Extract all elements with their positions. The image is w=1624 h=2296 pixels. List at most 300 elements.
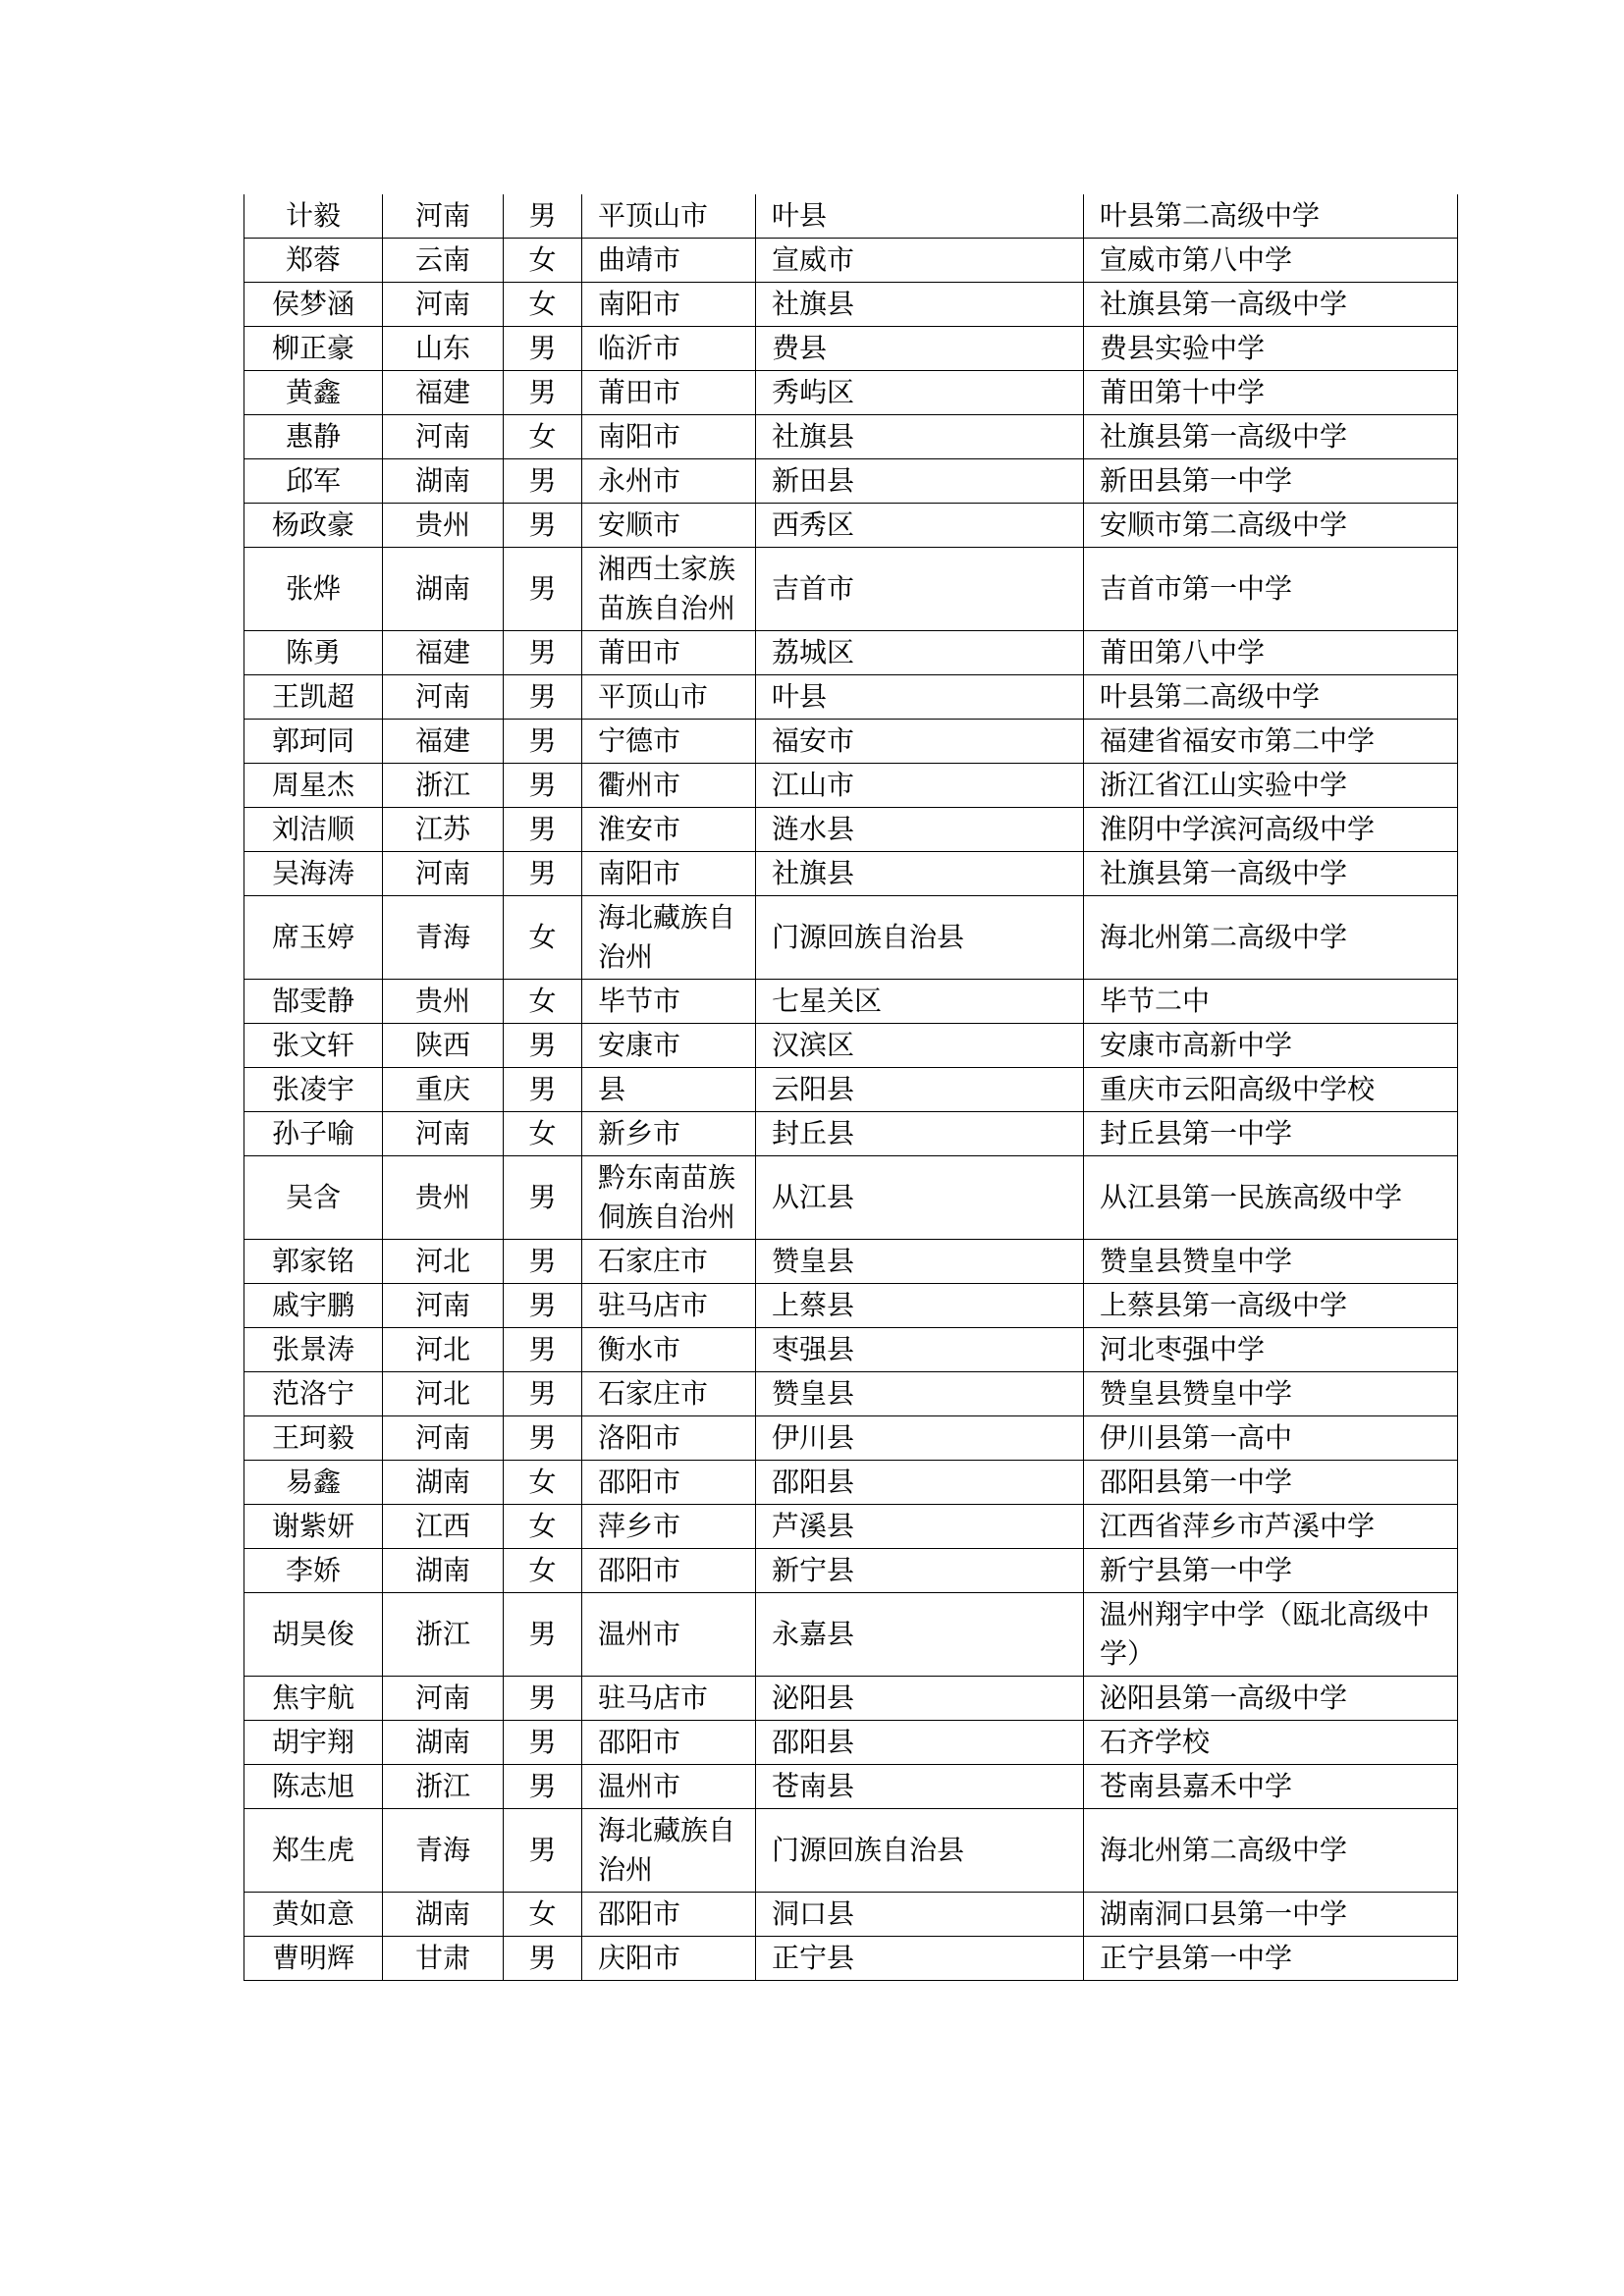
gender-cell xyxy=(504,459,582,504)
county-text: 封丘县 xyxy=(772,1117,855,1149)
city-cell xyxy=(582,1721,756,1765)
name-text: 张文轩 xyxy=(271,1029,354,1061)
name-cell xyxy=(244,980,383,1024)
county-text: 门源回族自治县 xyxy=(772,1834,965,1866)
county-text: 永嘉县 xyxy=(772,1618,855,1650)
county-cell xyxy=(756,896,1084,980)
table-row xyxy=(244,980,1458,1024)
school-cell xyxy=(1084,239,1458,283)
city-text: 安康市 xyxy=(598,1029,681,1061)
province-cell xyxy=(383,631,504,675)
name-text: 郭家铭 xyxy=(271,1245,354,1277)
province-text: 山东 xyxy=(414,332,470,364)
gender-cell xyxy=(504,1677,582,1721)
name-cell xyxy=(244,1024,383,1068)
province-cell xyxy=(383,720,504,764)
province-cell xyxy=(383,1156,504,1240)
name-cell xyxy=(244,675,383,720)
city-text: 安顺市 xyxy=(598,508,681,541)
school-text: 莆田第八中学 xyxy=(1100,636,1266,668)
province-text: 云南 xyxy=(414,243,470,276)
name-cell xyxy=(244,283,383,327)
gender-text: 男 xyxy=(528,1333,557,1365)
gender-text: 男 xyxy=(528,1029,557,1061)
table-row xyxy=(244,1372,1458,1416)
county-text: 叶县 xyxy=(772,680,828,713)
name-text: 席玉婷 xyxy=(271,921,354,953)
city-cell xyxy=(582,808,756,852)
province-text: 甘肃 xyxy=(414,1942,470,1974)
city-cell xyxy=(582,1549,756,1593)
name-text: 胡昊俊 xyxy=(271,1618,354,1650)
city-cell xyxy=(582,1328,756,1372)
name-text: 黄如意 xyxy=(271,1897,354,1930)
school-text: 淮阴中学滨河高级中学 xyxy=(1100,813,1376,845)
city-text: 温州市 xyxy=(598,1770,681,1802)
county-cell xyxy=(756,720,1084,764)
name-cell xyxy=(244,504,383,548)
school-cell xyxy=(1084,1024,1458,1068)
province-cell xyxy=(383,283,504,327)
table-row xyxy=(244,459,1458,504)
table-row xyxy=(244,896,1458,980)
table-row xyxy=(244,1505,1458,1549)
city-cell xyxy=(582,459,756,504)
gender-text: 男 xyxy=(528,199,557,232)
gender-text: 男 xyxy=(528,1682,557,1714)
school-text: 伊川县第一高中 xyxy=(1100,1421,1293,1454)
province-cell xyxy=(383,896,504,980)
county-cell xyxy=(756,1024,1084,1068)
school-cell xyxy=(1084,808,1458,852)
province-cell xyxy=(383,1809,504,1893)
table-row xyxy=(244,1156,1458,1240)
name-text: 王珂毅 xyxy=(271,1421,354,1454)
gender-cell xyxy=(504,852,582,896)
county-text: 泌阳县 xyxy=(772,1682,855,1714)
gender-text: 男 xyxy=(528,1073,557,1105)
name-text: 柳正豪 xyxy=(271,332,354,364)
name-cell xyxy=(244,631,383,675)
county-cell xyxy=(756,1416,1084,1461)
city-text: 石家庄市 xyxy=(598,1377,709,1410)
school-text: 赞皇县赞皇中学 xyxy=(1100,1245,1293,1277)
city-cell xyxy=(582,239,756,283)
name-cell xyxy=(244,896,383,980)
county-text: 伊川县 xyxy=(772,1421,855,1454)
province-cell xyxy=(383,1328,504,1372)
county-text: 邵阳县 xyxy=(772,1466,855,1498)
gender-text: 女 xyxy=(528,420,557,453)
city-text: 驻马店市 xyxy=(598,1682,709,1714)
gender-cell xyxy=(504,194,582,239)
school-text: 新宁县第一中学 xyxy=(1100,1554,1293,1586)
county-text: 秀屿区 xyxy=(772,376,855,408)
city-cell xyxy=(582,327,756,371)
name-text: 侯梦涵 xyxy=(271,288,354,320)
gender-text: 男 xyxy=(528,813,557,845)
gender-cell xyxy=(504,980,582,1024)
province-cell xyxy=(383,1721,504,1765)
city-text: 南阳市 xyxy=(598,288,681,320)
name-cell xyxy=(244,239,383,283)
gender-cell xyxy=(504,764,582,808)
city-text: 海北藏族自治州 xyxy=(598,1814,736,1886)
city-text: 宁德市 xyxy=(598,724,681,757)
province-cell xyxy=(383,1593,504,1677)
province-cell xyxy=(383,1240,504,1284)
gender-cell xyxy=(504,327,582,371)
school-cell xyxy=(1084,1809,1458,1893)
name-cell xyxy=(244,1893,383,1937)
county-text: 费县 xyxy=(772,332,828,364)
school-text: 社旗县第一高级中学 xyxy=(1100,420,1348,453)
city-cell xyxy=(582,631,756,675)
school-cell xyxy=(1084,720,1458,764)
city-text: 平顶山市 xyxy=(598,680,709,713)
name-cell xyxy=(244,1068,383,1112)
table-row xyxy=(244,194,1458,239)
province-cell xyxy=(383,1505,504,1549)
gender-cell xyxy=(504,1284,582,1328)
school-text: 叶县第二高级中学 xyxy=(1100,680,1321,713)
name-text: 郑蓉 xyxy=(285,243,341,276)
name-text: 焦宇航 xyxy=(271,1682,354,1714)
school-text: 上蔡县第一高级中学 xyxy=(1100,1289,1348,1321)
name-text: 杨政豪 xyxy=(271,508,354,541)
name-cell xyxy=(244,1416,383,1461)
school-cell xyxy=(1084,1677,1458,1721)
name-cell xyxy=(244,1765,383,1809)
county-text: 洞口县 xyxy=(772,1897,855,1930)
province-text: 河南 xyxy=(414,420,470,453)
name-cell xyxy=(244,1156,383,1240)
county-text: 叶县 xyxy=(772,199,828,232)
county-cell xyxy=(756,1068,1084,1112)
school-cell xyxy=(1084,1156,1458,1240)
province-text: 湖南 xyxy=(414,1897,470,1930)
city-text: 邵阳市 xyxy=(598,1466,681,1498)
gender-cell xyxy=(504,808,582,852)
table-row xyxy=(244,675,1458,720)
name-text: 惠静 xyxy=(285,420,341,453)
gender-cell xyxy=(504,1505,582,1549)
gender-text: 男 xyxy=(528,508,557,541)
city-text: 新乡市 xyxy=(598,1117,681,1149)
gender-text: 女 xyxy=(528,288,557,320)
province-cell xyxy=(383,980,504,1024)
gender-cell xyxy=(504,1416,582,1461)
school-text: 宣威市第八中学 xyxy=(1100,243,1293,276)
province-cell xyxy=(383,1461,504,1505)
city-cell xyxy=(582,675,756,720)
city-text: 黔东南苗族侗族自治州 xyxy=(598,1161,736,1233)
province-text: 重庆 xyxy=(414,1073,470,1105)
name-cell xyxy=(244,1809,383,1893)
table-row xyxy=(244,283,1458,327)
gender-cell xyxy=(504,283,582,327)
name-text: 戚宇鹏 xyxy=(271,1289,354,1321)
county-cell xyxy=(756,1593,1084,1677)
city-text: 石家庄市 xyxy=(598,1245,709,1277)
county-cell xyxy=(756,327,1084,371)
province-text: 河北 xyxy=(414,1333,470,1365)
province-text: 江西 xyxy=(414,1510,470,1542)
county-cell xyxy=(756,239,1084,283)
table-row xyxy=(244,1721,1458,1765)
school-cell xyxy=(1084,194,1458,239)
province-text: 湖南 xyxy=(414,1554,470,1586)
table-row xyxy=(244,371,1458,415)
province-cell xyxy=(383,371,504,415)
school-cell xyxy=(1084,548,1458,631)
name-text: 易鑫 xyxy=(285,1466,341,1498)
name-text: 范洛宁 xyxy=(271,1377,354,1410)
school-cell xyxy=(1084,1284,1458,1328)
city-text: 平顶山市 xyxy=(598,199,709,232)
table-row xyxy=(244,1677,1458,1721)
school-cell xyxy=(1084,1240,1458,1284)
province-text: 江苏 xyxy=(414,813,470,845)
name-cell xyxy=(244,852,383,896)
county-cell xyxy=(756,459,1084,504)
county-cell xyxy=(756,1112,1084,1156)
city-cell xyxy=(582,896,756,980)
city-text: 南阳市 xyxy=(598,857,681,889)
table-row xyxy=(244,239,1458,283)
city-text: 萍乡市 xyxy=(598,1510,681,1542)
gender-cell xyxy=(504,1549,582,1593)
province-text: 贵州 xyxy=(414,985,470,1017)
province-text: 福建 xyxy=(414,376,470,408)
school-cell xyxy=(1084,1765,1458,1809)
school-text: 泌阳县第一高级中学 xyxy=(1100,1682,1348,1714)
province-text: 福建 xyxy=(414,636,470,668)
school-text: 吉首市第一中学 xyxy=(1100,572,1293,605)
name-text: 吴海涛 xyxy=(271,857,354,889)
city-cell xyxy=(582,852,756,896)
county-text: 正宁县 xyxy=(772,1942,855,1974)
gender-cell xyxy=(504,1765,582,1809)
county-cell xyxy=(756,631,1084,675)
name-cell xyxy=(244,1593,383,1677)
county-cell xyxy=(756,1721,1084,1765)
city-text: 毕节市 xyxy=(598,985,681,1017)
name-cell xyxy=(244,1937,383,1981)
province-text: 河南 xyxy=(414,1421,470,1454)
county-cell xyxy=(756,504,1084,548)
name-cell xyxy=(244,1505,383,1549)
table-row xyxy=(244,327,1458,371)
county-text: 云阳县 xyxy=(772,1073,855,1105)
school-cell xyxy=(1084,675,1458,720)
province-cell xyxy=(383,808,504,852)
county-cell xyxy=(756,1893,1084,1937)
county-text: 吉首市 xyxy=(772,572,855,605)
table-row xyxy=(244,1549,1458,1593)
city-text: 海北藏族自治州 xyxy=(598,901,736,973)
city-text: 南阳市 xyxy=(598,420,681,453)
school-text: 毕节二中 xyxy=(1100,985,1211,1017)
school-cell xyxy=(1084,631,1458,675)
county-cell xyxy=(756,764,1084,808)
province-cell xyxy=(383,1765,504,1809)
county-text: 芦溪县 xyxy=(772,1510,855,1542)
province-cell xyxy=(383,1024,504,1068)
county-cell xyxy=(756,371,1084,415)
school-cell xyxy=(1084,1416,1458,1461)
county-text: 宣威市 xyxy=(772,243,855,276)
gender-cell xyxy=(504,1937,582,1981)
name-text: 郭珂同 xyxy=(271,724,354,757)
province-cell xyxy=(383,1937,504,1981)
name-cell xyxy=(244,371,383,415)
school-text: 社旗县第一高级中学 xyxy=(1100,857,1348,889)
name-text: 周星杰 xyxy=(271,769,354,801)
school-text: 安康市高新中学 xyxy=(1100,1029,1293,1061)
city-text: 衡水市 xyxy=(598,1333,681,1365)
school-text: 海北州第二高级中学 xyxy=(1100,921,1348,953)
province-text: 河北 xyxy=(414,1245,470,1277)
gender-text: 女 xyxy=(528,1117,557,1149)
city-text: 邵阳市 xyxy=(598,1554,681,1586)
gender-text: 男 xyxy=(528,1618,557,1650)
gender-text: 女 xyxy=(528,985,557,1017)
school-cell xyxy=(1084,852,1458,896)
school-cell xyxy=(1084,283,1458,327)
school-cell xyxy=(1084,327,1458,371)
city-cell xyxy=(582,548,756,631)
county-cell xyxy=(756,415,1084,459)
name-text: 曹明辉 xyxy=(271,1942,354,1974)
gender-text: 男 xyxy=(528,1726,557,1758)
city-cell xyxy=(582,194,756,239)
county-text: 福安市 xyxy=(772,724,855,757)
county-text: 社旗县 xyxy=(772,420,855,453)
province-cell xyxy=(383,1677,504,1721)
province-cell xyxy=(383,1112,504,1156)
county-cell xyxy=(756,1328,1084,1372)
name-text: 郑生虎 xyxy=(271,1834,354,1866)
student-table-body xyxy=(244,194,1458,1981)
gender-cell xyxy=(504,1112,582,1156)
city-text: 驻马店市 xyxy=(598,1289,709,1321)
province-text: 浙江 xyxy=(414,1618,470,1650)
county-text: 江山市 xyxy=(772,769,855,801)
province-cell xyxy=(383,1893,504,1937)
gender-text: 男 xyxy=(528,1421,557,1454)
city-cell xyxy=(582,415,756,459)
gender-cell xyxy=(504,675,582,720)
school-text: 石齐学校 xyxy=(1100,1726,1211,1758)
name-cell xyxy=(244,1112,383,1156)
name-cell xyxy=(244,1284,383,1328)
city-text: 衢州市 xyxy=(598,769,681,801)
table-row xyxy=(244,852,1458,896)
gender-text: 男 xyxy=(528,1181,557,1213)
province-cell xyxy=(383,675,504,720)
school-cell xyxy=(1084,980,1458,1024)
gender-text: 男 xyxy=(528,572,557,605)
county-text: 七星关区 xyxy=(772,985,883,1017)
school-text: 社旗县第一高级中学 xyxy=(1100,288,1348,320)
table-row xyxy=(244,764,1458,808)
school-cell xyxy=(1084,1328,1458,1372)
province-text: 河南 xyxy=(414,857,470,889)
table-row xyxy=(244,504,1458,548)
province-cell xyxy=(383,1416,504,1461)
gender-cell xyxy=(504,504,582,548)
table-row xyxy=(244,1068,1458,1112)
city-cell xyxy=(582,1024,756,1068)
county-cell xyxy=(756,852,1084,896)
name-cell xyxy=(244,720,383,764)
gender-text: 男 xyxy=(528,1770,557,1802)
province-text: 河南 xyxy=(414,1117,470,1149)
province-text: 浙江 xyxy=(414,1770,470,1802)
school-cell xyxy=(1084,1721,1458,1765)
table-row xyxy=(244,720,1458,764)
gender-text: 男 xyxy=(528,1834,557,1866)
name-cell xyxy=(244,1240,383,1284)
table-row xyxy=(244,548,1458,631)
school-text: 叶县第二高级中学 xyxy=(1100,199,1321,232)
name-cell xyxy=(244,764,383,808)
gender-text: 男 xyxy=(528,332,557,364)
province-text: 贵州 xyxy=(414,1181,470,1213)
province-cell xyxy=(383,764,504,808)
city-cell xyxy=(582,1937,756,1981)
county-text: 西秀区 xyxy=(772,508,855,541)
gender-text: 女 xyxy=(528,1897,557,1930)
province-text: 湖南 xyxy=(414,1466,470,1498)
student-table xyxy=(244,194,1458,1981)
table-row xyxy=(244,1240,1458,1284)
province-text: 陕西 xyxy=(414,1029,470,1061)
gender-text: 女 xyxy=(528,921,557,953)
school-cell xyxy=(1084,415,1458,459)
province-text: 浙江 xyxy=(414,769,470,801)
county-cell xyxy=(756,1937,1084,1981)
school-cell xyxy=(1084,459,1458,504)
gender-text: 男 xyxy=(528,376,557,408)
province-cell xyxy=(383,327,504,371)
city-text: 邵阳市 xyxy=(598,1726,681,1758)
school-text: 苍南县嘉禾中学 xyxy=(1100,1770,1293,1802)
gender-cell xyxy=(504,1593,582,1677)
city-cell xyxy=(582,1765,756,1809)
gender-cell xyxy=(504,1809,582,1893)
school-text: 温州翔宇中学（瓯北高级中学） xyxy=(1100,1598,1431,1670)
name-cell xyxy=(244,415,383,459)
county-text: 汉滨区 xyxy=(772,1029,855,1061)
city-text: 莆田市 xyxy=(598,636,681,668)
province-text: 河南 xyxy=(414,199,470,232)
school-cell xyxy=(1084,896,1458,980)
city-cell xyxy=(582,1677,756,1721)
gender-cell xyxy=(504,1721,582,1765)
county-cell xyxy=(756,1240,1084,1284)
gender-cell xyxy=(504,1328,582,1372)
province-text: 河南 xyxy=(414,1682,470,1714)
name-text: 胡宇翔 xyxy=(271,1726,354,1758)
school-text: 邵阳县第一中学 xyxy=(1100,1466,1293,1498)
table-row xyxy=(244,1024,1458,1068)
province-cell xyxy=(383,504,504,548)
name-cell xyxy=(244,459,383,504)
name-text: 谢紫妍 xyxy=(271,1510,354,1542)
city-text: 莆田市 xyxy=(598,376,681,408)
